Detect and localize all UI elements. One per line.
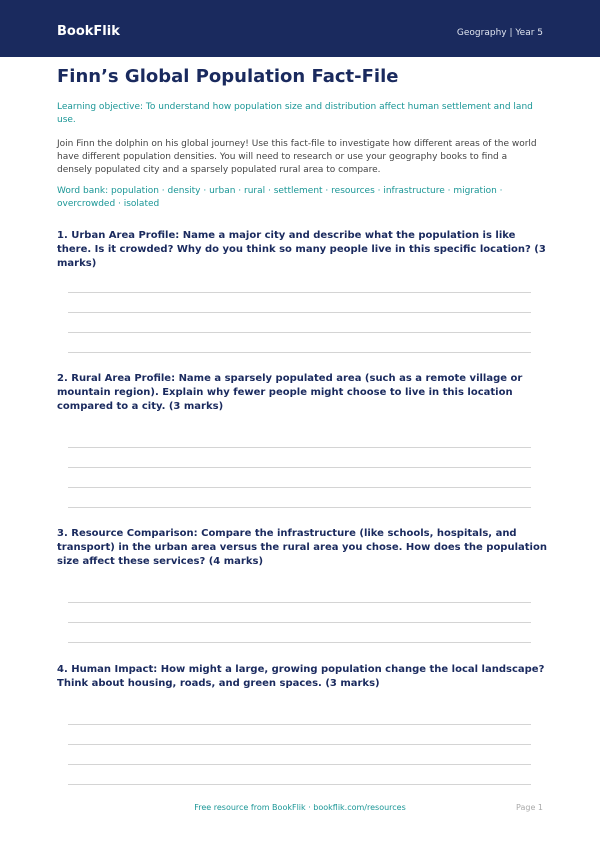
question-4: 4. Human Impact: How might a large, growing population change the local landscape? Think about housing, roads, and green spaces. (3 marks) [57,664,545,689]
answer-line [68,447,531,448]
intro-paragraph: Join Finn the dolphin on his global journey! Use this fact-file to investigate how different areas of the world have different population densities. You will need to research or use your geography books to find a densely populated city and a sparsely populated rural area to compare. [57,139,537,175]
answer-line [68,744,531,745]
answer-line [68,292,531,293]
question-2: 2. Rural Area Profile: Name a sparsely populated area (such as a remote village or mountain region). Explain why fewer people might choose to live in this location compared to a city. (3 marks) [57,373,523,412]
question-1: 1. Urban Area Profile: Name a major city and describe what the population is like there. Is it crowded? Why do you think so many people live in this specific location? (3 marks) [57,230,546,269]
answer-line [68,724,531,725]
subject-year-label: Geography | Year 5 [456,28,543,38]
answer-line [68,602,531,603]
answer-line [68,764,531,765]
word-bank: Word bank: population · density · urban · rural · settlement · resources · infrastructure · migration · overcrowded · isolated [57,186,503,209]
answer-line [68,487,531,488]
learning-objective: Learning objective: To understand how population size and distribution affect human settlement and land use. [57,102,533,125]
answer-line [68,784,531,785]
question-3: 3. Resource Comparison: Compare the infrastructure (like schools, hospitals, and transport) in the urban area versus the rural area you chose. How does the population size affect these services? (4 marks) [57,528,547,567]
answer-line [68,312,531,313]
page-title: Finn’s Global Population Fact-File [57,66,399,87]
answer-line [68,622,531,623]
answer-line [68,467,531,468]
header-bar [0,0,600,57]
brand-logo: BookFlik [57,24,120,39]
answer-line [68,352,531,353]
answer-line [68,332,531,333]
answer-line [68,507,531,508]
footer-resource-link[interactable]: Free resource from BookFlik · bookflik.com/resources [194,803,406,812]
answer-line [68,642,531,643]
page-number: Page 1 [516,803,543,812]
